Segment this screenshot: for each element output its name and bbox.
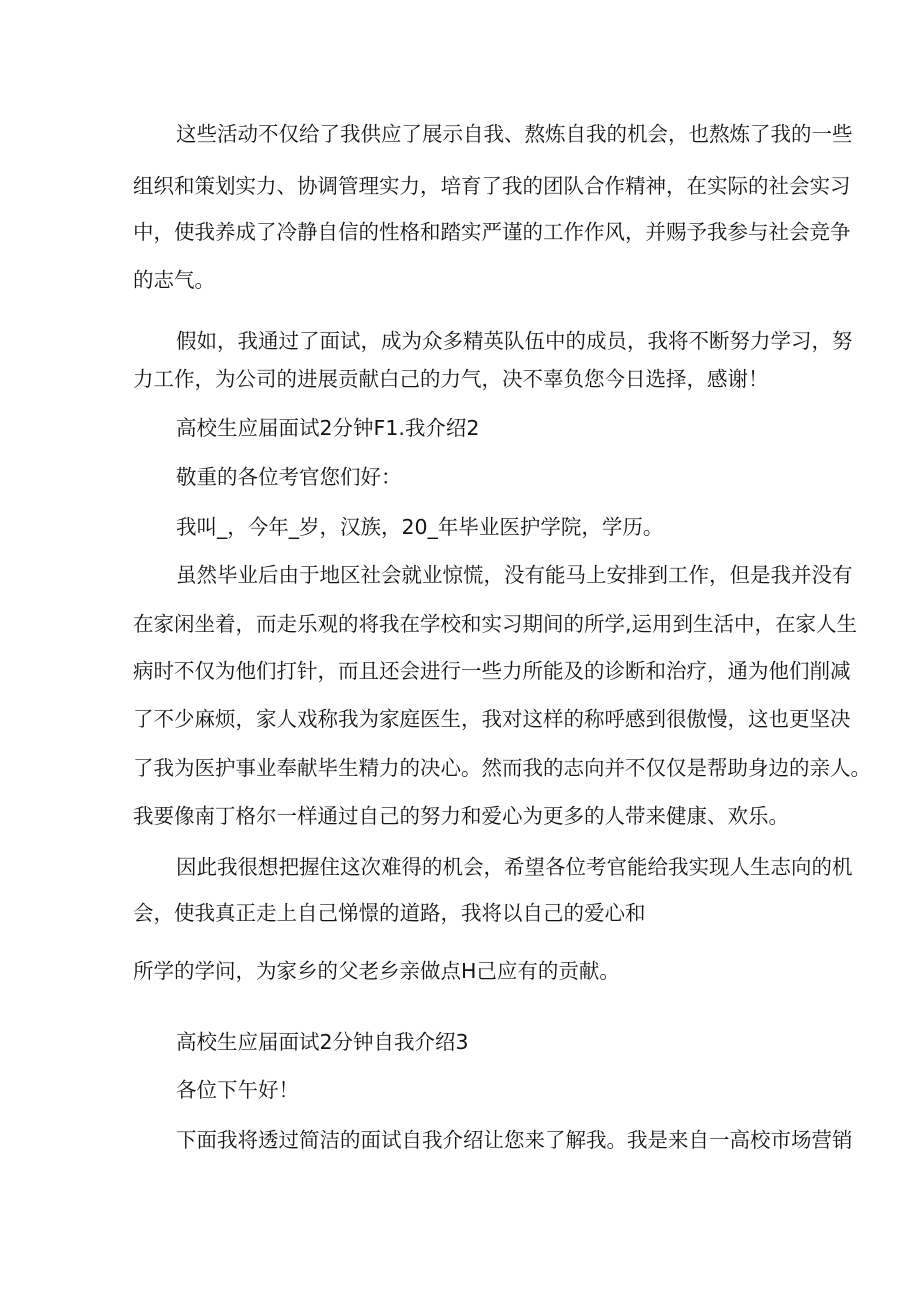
paragraph-line: 在家闲坐着，而走乐观的将我在学校和实习期间的所学,运用到生活中，在家人生 (133, 612, 858, 636)
paragraph-line: 病时不仅为他们打针，而且还会进行一些力所能及的诊断和治疗，通为他们削减 (133, 659, 851, 683)
paragraph-line: 因此我很想把握住这次难得的机会，希望各位考官能给我实现人生志向的机 (176, 855, 853, 879)
paragraph-line: 下面我将透过简洁的面试自我介绍让您来了解我。我是来自一高校市场营销 (176, 1128, 853, 1152)
paragraph-line: 的志气。 (133, 268, 215, 292)
paragraph-line: 会，使我真正走上自己悌憬的道路，我将以自己的爱心和 (133, 901, 646, 925)
paragraph-line: 力工作，为公司的进展贡献白己的力气，决不辜负您今日选择，感谢！ (133, 367, 769, 391)
section-heading: 高校生应届面试2分钟自我介绍3 (176, 1030, 469, 1054)
paragraph-line: 中，使我养成了冷静自信的性格和踏实严谨的工作作风，并赐予我参与社会竞争 (133, 220, 851, 244)
paragraph-line: 这些活动不仅给了我供应了展示自我、熬炼自我的机会，也熬炼了我的一些 (176, 122, 853, 146)
paragraph-line: 了不少麻烦，家人戏称我为家庭医生，我对这样的称呼感到很傲慢，这也更坚决 (133, 707, 851, 731)
salutation: 各位下午好！ (176, 1078, 299, 1102)
paragraph-line: 我要像南丁格尔一样通过自己的努力和爱心为更多的人带来健康、欢乐。 (133, 804, 789, 828)
salutation: 敬重的各位考官您们好： (176, 465, 402, 489)
paragraph-line: 组织和策划实力、协调管理实力，培育了我的团队合作精神，在实际的社会实习 (133, 174, 851, 198)
paragraph-line: 虽然毕业后由于地区社会就业惊慌，没有能马上安排到工作，但是我并没有 (176, 563, 853, 587)
paragraph-line: 所学的学问，为家乡的父老乡亲做点H己应有的贡献。 (133, 959, 620, 983)
paragraph-line: 了我为医护事业奉献毕生精力的决心。然而我的志向并不仅仅是帮助身边的亲人。 (133, 756, 871, 780)
section-heading: 高校生应届面试2分钟F1.我介绍2 (176, 416, 480, 440)
paragraph-line: 我叫_，今年_岁，汉族，20_年毕业医护学院，学历。 (176, 515, 664, 539)
paragraph-line: 假如，我通过了面试，成为众多精英队伍中的成员，我将不断努力学习，努 (176, 329, 853, 353)
